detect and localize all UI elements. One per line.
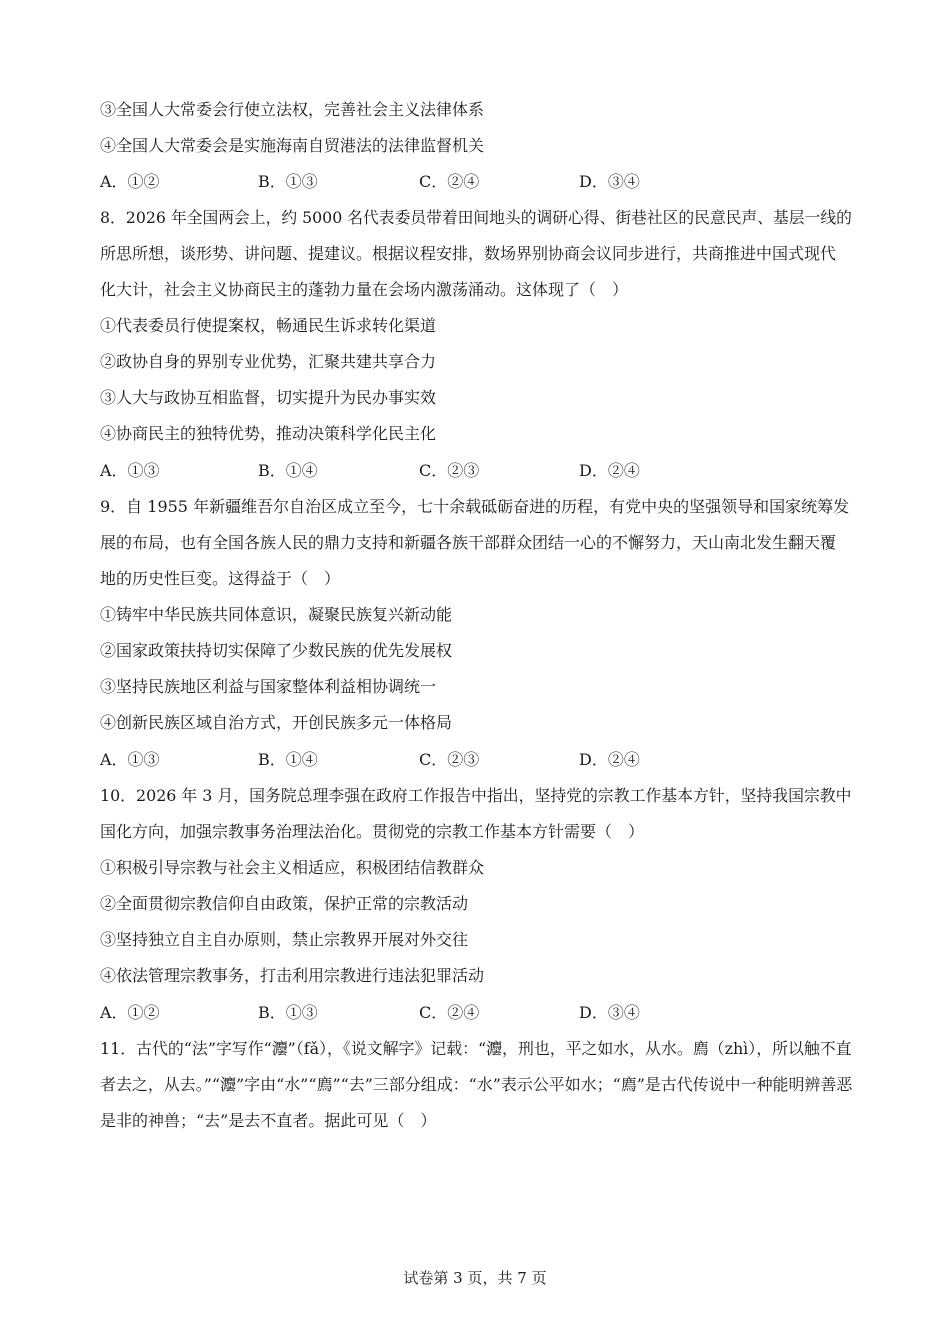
q10-option-d[interactable]: D．③④ bbox=[579, 1003, 640, 1022]
q7-option-c[interactable]: C．②④ bbox=[419, 172, 480, 191]
q7-item-3: ③全国人大常委会行使立法权，完善社会主义法律体系 bbox=[100, 100, 485, 119]
q9-option-c[interactable]: C．②③ bbox=[419, 750, 480, 769]
q9-option-d[interactable]: D．②④ bbox=[579, 750, 640, 769]
q8-stem-line-1: 8．2026 年全国两会上，约 5000 名代表委员带着田间地头的调研心得、街巷社区的民意民声、基层一线的 bbox=[100, 208, 852, 227]
q8-stem-line-3: 化大计，社会主义协商民主的蓬勃力量在会场内激荡涌动。这体现了（ ） bbox=[100, 280, 629, 299]
q7-option-d[interactable]: D．③④ bbox=[579, 172, 640, 191]
q10-item-1: ①积极引导宗教与社会主义相适应，积极团结信教群众 bbox=[100, 858, 485, 877]
q11-stem-line-1: 11．古代的“法”字写作“灋”（fǎ），《说文解字》记载：“灋，刑也，平之如水，从水。廌（zhì），所以触不直 bbox=[100, 1039, 852, 1058]
q8-item-1: ①代表委员行使提案权，畅通民生诉求转化渠道 bbox=[100, 316, 437, 335]
q8-option-c[interactable]: C．②③ bbox=[419, 461, 480, 480]
q8-option-b[interactable]: B．①④ bbox=[258, 461, 318, 480]
q9-stem-line-1: 9．自 1955 年新疆维吾尔自治区成立至今，七十余载砥砺奋进的历程，有党中央的坚强领导和国家统筹发 bbox=[100, 497, 850, 516]
q8-item-2: ②政协自身的界别专业优势，汇聚共建共享合力 bbox=[100, 352, 437, 371]
q11-stem-line-3: 是非的神兽；“去”是去不直者。据此可见（ ） bbox=[100, 1111, 437, 1130]
q10-item-2: ②全面贯彻宗教信仰自由政策，保护正常的宗教活动 bbox=[100, 894, 469, 913]
page-footer: 试卷第 3 页，共 7 页 bbox=[403, 1269, 547, 1287]
q8-item-3: ③人大与政协互相监督，切实提升为民办事实效 bbox=[100, 388, 437, 407]
q7-option-a[interactable]: A．①② bbox=[100, 172, 160, 191]
q10-stem-line-2: 国化方向，加强宗教事务治理法治化。贯彻党的宗教工作基本方针需要（ ） bbox=[100, 822, 645, 841]
q7-option-b[interactable]: B．①③ bbox=[258, 172, 318, 191]
q9-option-a[interactable]: A．①③ bbox=[100, 750, 160, 769]
q9-item-2: ②国家政策扶持切实保障了少数民族的优先发展权 bbox=[100, 641, 453, 660]
q10-item-4: ④依法管理宗教事务，打击利用宗教进行违法犯罪活动 bbox=[100, 966, 485, 985]
q8-option-d[interactable]: D．②④ bbox=[579, 461, 640, 480]
q10-stem-line-1: 10．2026 年 3 月，国务院总理李强在政府工作报告中指出，坚持党的宗教工作基本方针，坚持我国宗教中 bbox=[100, 786, 852, 805]
q9-item-4: ④创新民族区域自治方式，开创民族多元一体格局 bbox=[100, 713, 453, 732]
q8-stem-line-2: 所思所想，谈形势、讲问题、提建议。根据议程安排，数场界别协商会议同步进行，共商推进中国式现代 bbox=[100, 244, 837, 263]
q8-option-a[interactable]: A．①③ bbox=[100, 461, 160, 480]
q7-item-4: ④全国人大常委会是实施海南自贸港法的法律监督机关 bbox=[100, 136, 485, 155]
q9-stem-line-2: 展的布局，也有全国各族人民的鼎力支持和新疆各族干部群众团结一心的不懈努力，天山南北发生翻天覆 bbox=[100, 533, 837, 552]
q9-option-b[interactable]: B．①④ bbox=[258, 750, 318, 769]
q10-option-b[interactable]: B．①③ bbox=[258, 1003, 318, 1022]
q9-item-3: ③坚持民族地区利益与国家整体利益相协调统一 bbox=[100, 677, 437, 696]
q9-stem-line-3: 地的历史性巨变。这得益于（ ） bbox=[100, 569, 341, 588]
q10-item-3: ③坚持独立自主自办原则，禁止宗教界开展对外交往 bbox=[100, 930, 469, 949]
q10-option-a[interactable]: A．①② bbox=[100, 1003, 160, 1022]
q8-item-4: ④协商民主的独特优势，推动决策科学化民主化 bbox=[100, 424, 437, 443]
q11-stem-line-2: 者去之，从去。”“灋”字由“水”“廌”“去”三部分组成：“水”表示公平如水；“廌”是古代传说中一种能明辨善恶 bbox=[100, 1075, 853, 1094]
q9-item-1: ①铸牢中华民族共同体意识，凝聚民族复兴新动能 bbox=[100, 605, 453, 624]
q10-option-c[interactable]: C．②④ bbox=[419, 1003, 480, 1022]
